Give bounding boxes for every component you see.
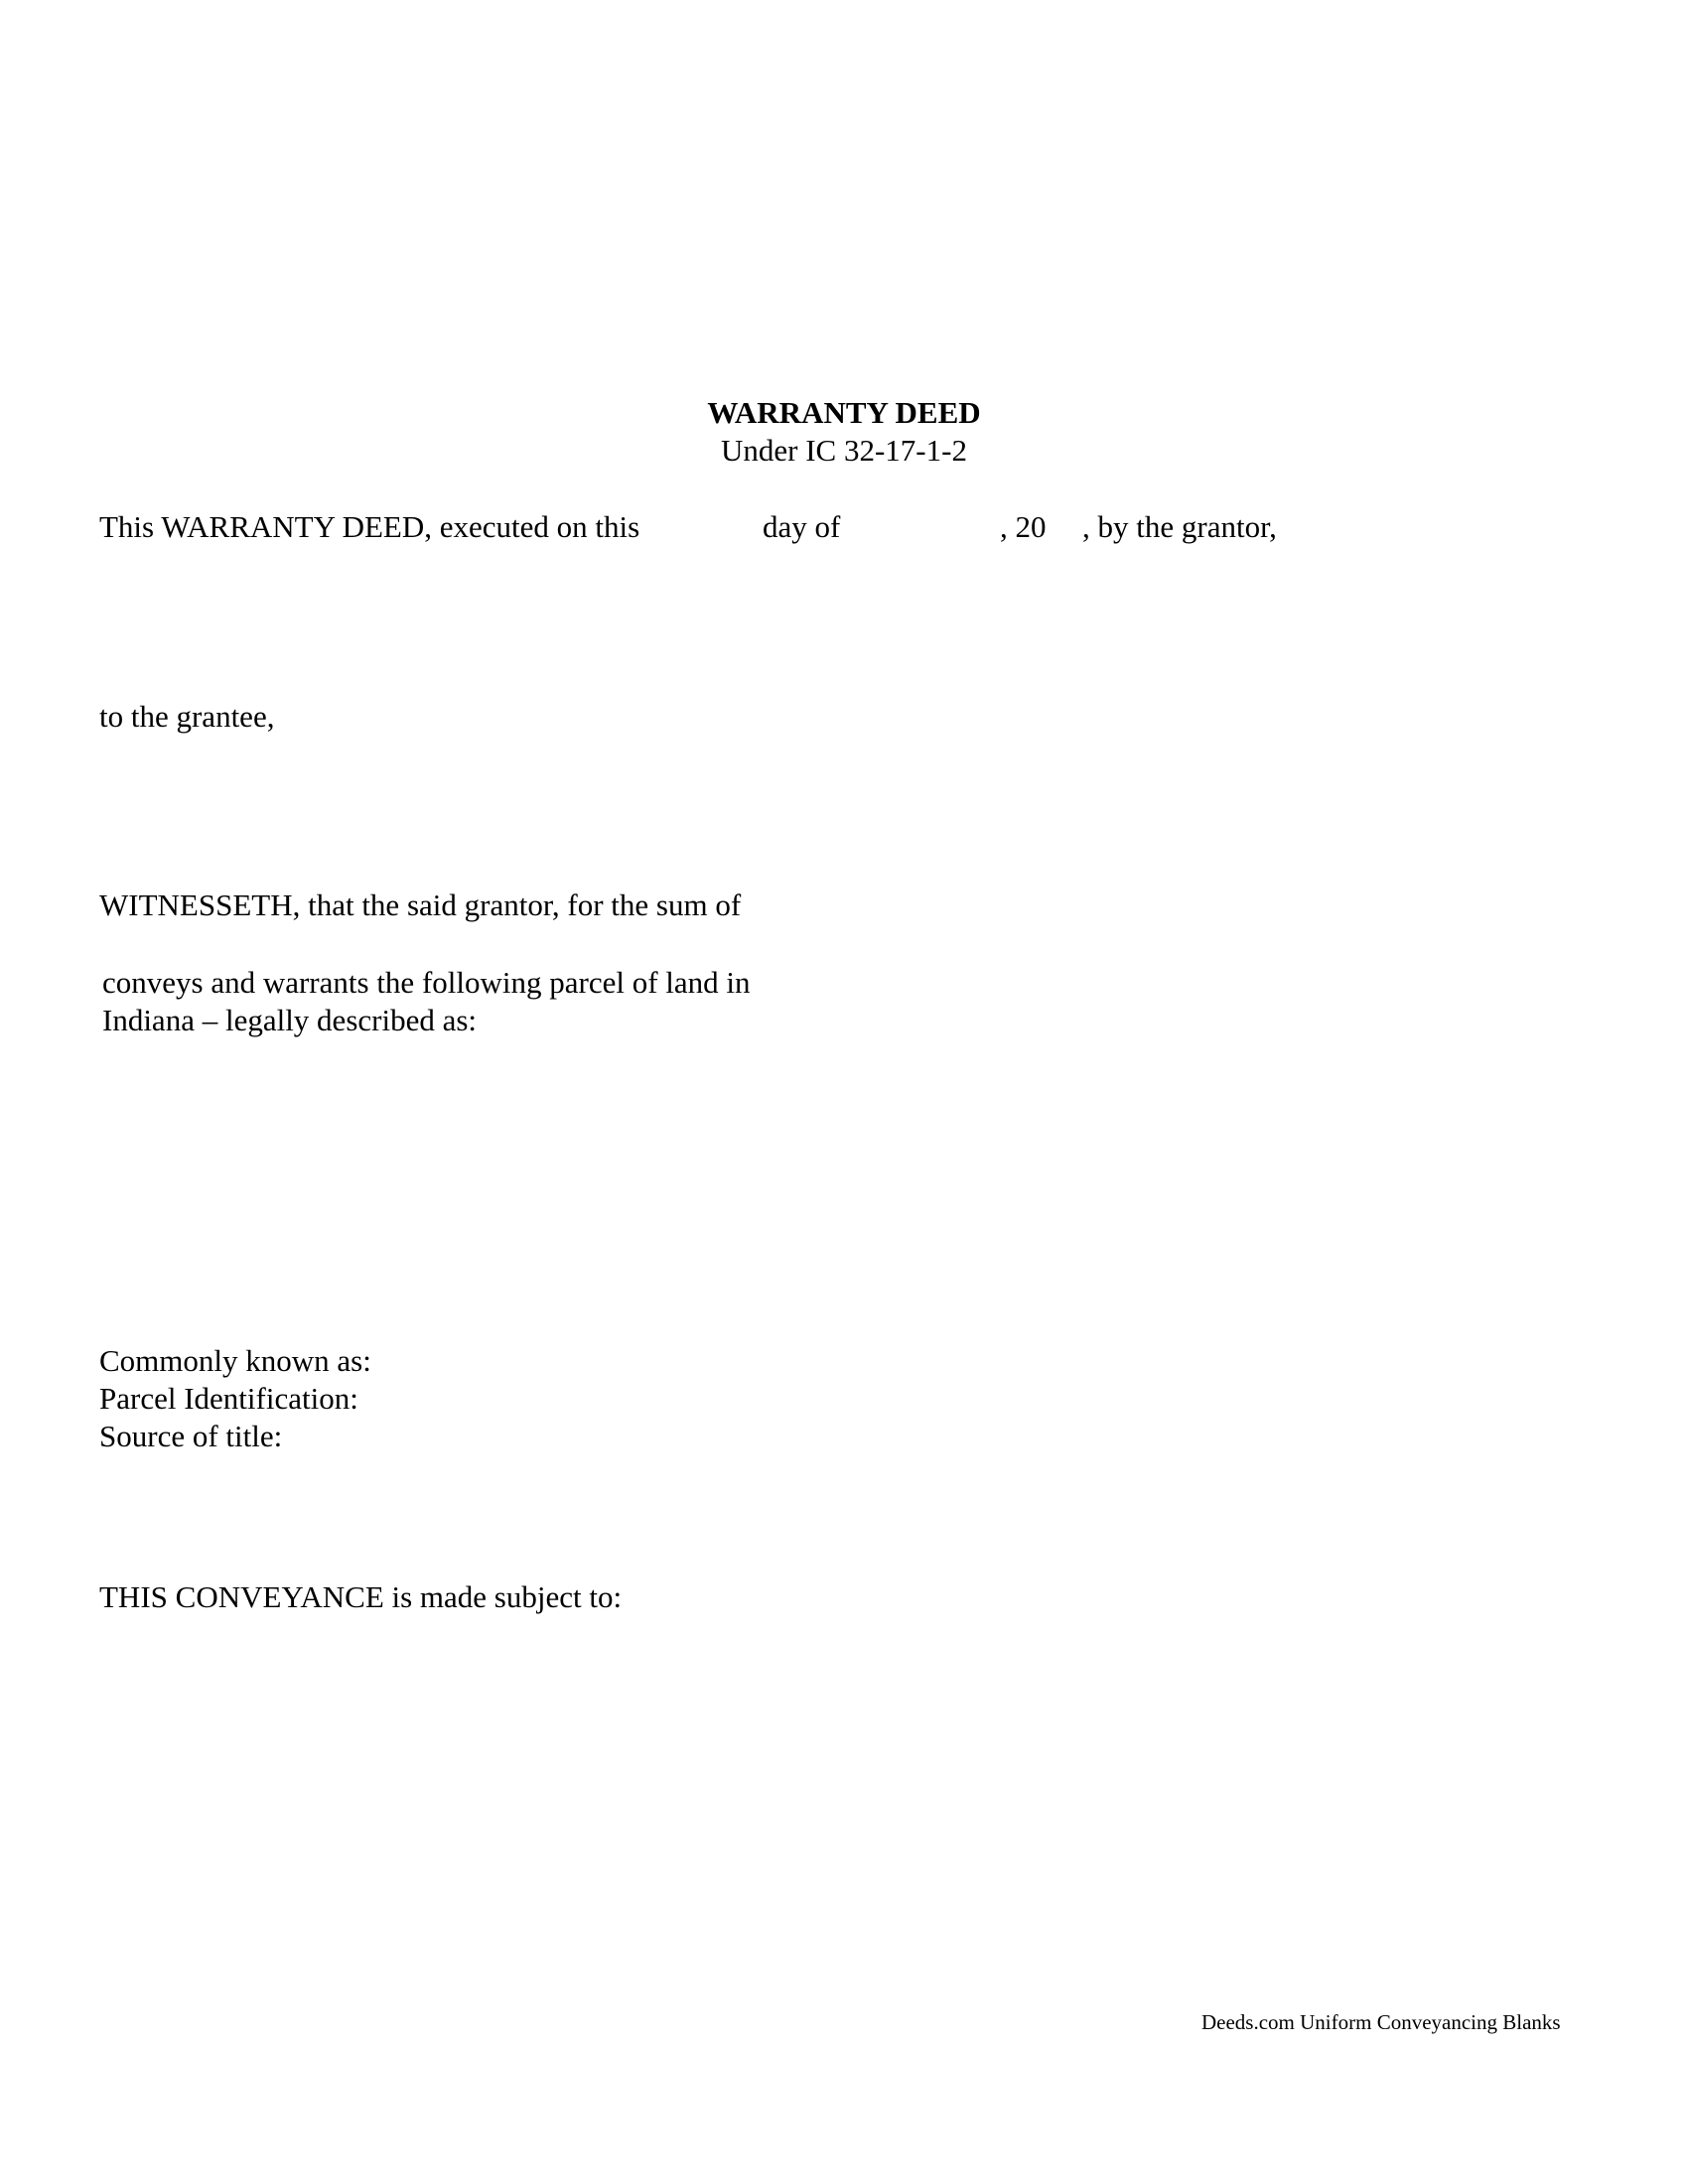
source-of-title-label: Source of title: xyxy=(99,1419,283,1453)
subject-to-clause: THIS CONVEYANCE is made subject to: xyxy=(99,1579,623,1614)
witnesseth-clause: WITNESSETH, that the said grantor, for the sum of xyxy=(99,887,742,922)
by-grantor-label: , by the grantor, xyxy=(1082,509,1277,544)
parcel-identification-label: Parcel Identification: xyxy=(99,1381,358,1416)
document-title: WARRANTY DEED xyxy=(707,395,981,430)
statute-reference: Under IC 32-17-1-2 xyxy=(721,433,967,468)
footer-brand: Deeds.com Uniform Conveyancing Blanks xyxy=(1201,2010,1561,2034)
commonly-known-label: Commonly known as: xyxy=(99,1343,371,1378)
execution-intro-text: This WARRANTY DEED, executed on this xyxy=(99,509,640,544)
day-of-label: day of xyxy=(763,509,841,544)
conveys-clause-line-1: conveys and warrants the following parcel of land in xyxy=(102,965,751,1000)
grantee-label: to the grantee, xyxy=(99,699,275,734)
conveys-clause-line-2: Indiana – legally described as: xyxy=(102,1003,478,1037)
year-prefix-label: , 20 xyxy=(1000,509,1047,544)
